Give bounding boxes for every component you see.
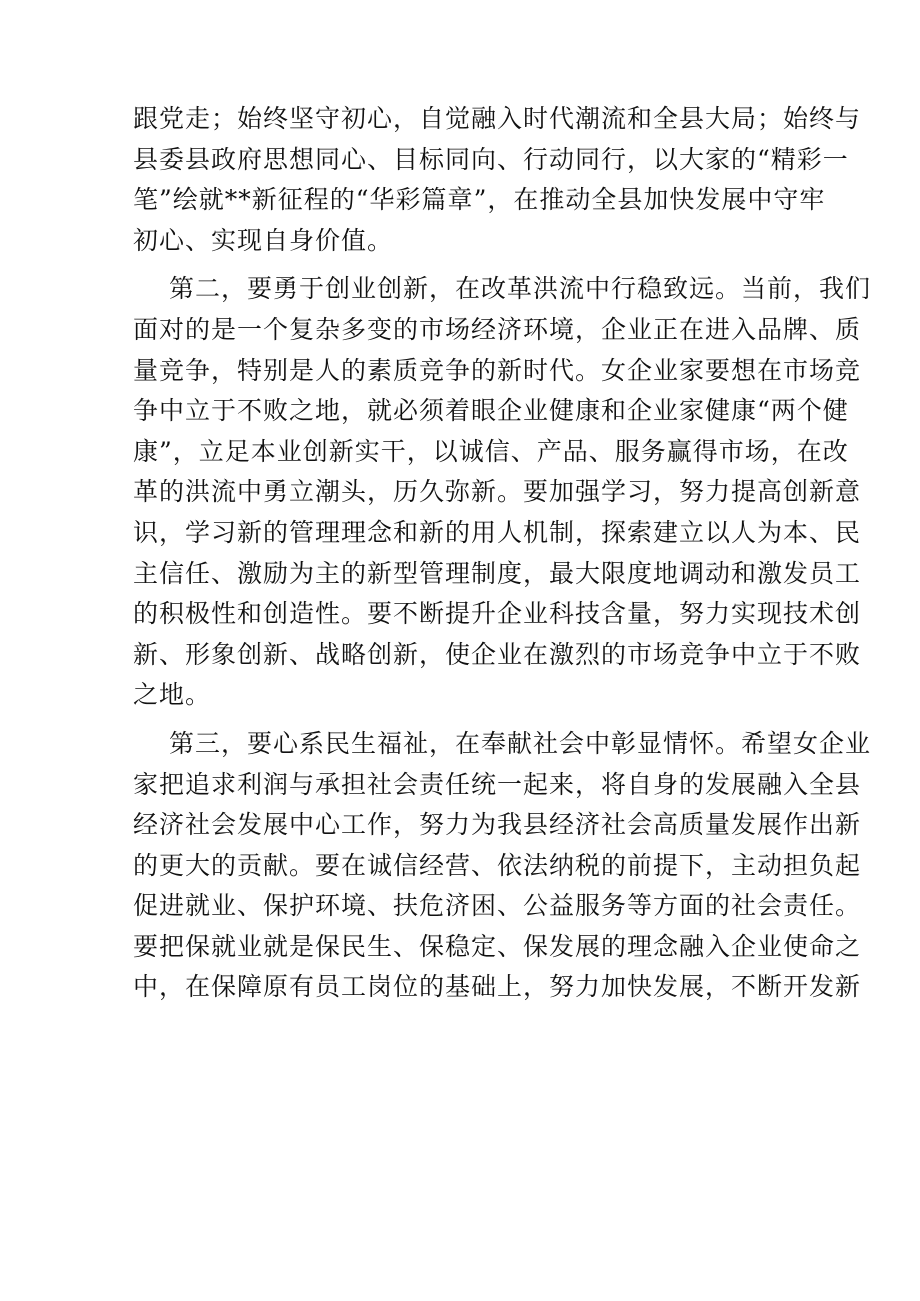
text-line: 主信任、激励为主的新型管理制度，最大限度地调动和激发员工 xyxy=(133,558,862,588)
text-line: 革的洪流中勇立潮头，历久弥新。要加强学习，努力提高创新意 xyxy=(133,477,862,507)
paragraph-second xyxy=(133,269,872,716)
text-line: 跟党走；始终坚守初心，自觉融入时代潮流和全县大局；始终与 xyxy=(133,104,862,133)
text-line: 面对的是一个复杂多变的市场经济环境，企业正在进入品牌、质 xyxy=(133,314,862,344)
text-line: 康”，立足本业创新实干，以诚信、产品、服务赢得市场，在改 xyxy=(133,436,849,466)
text-line: 要把保就业就是保民生、保稳定、保发展的理念融入企业使命之 xyxy=(133,931,862,961)
text-line: 的积极性和创造性。要不断提升企业科技含量，努力实现技术创 xyxy=(133,599,862,629)
text-line: 量竞争，特别是人的素质竞争的新时代。女企业家要想在市场竞 xyxy=(133,355,862,385)
paragraph-continuation xyxy=(133,99,862,261)
paragraph-third xyxy=(133,724,872,1008)
text-line: 初心、实现自身价值。 xyxy=(133,225,394,255)
text-line: 的更大的贡献。要在诚信经营、依法纳税的前提下，主动担负起 xyxy=(133,850,862,880)
text-line: 笔”绘就**新征程的“华彩篇章”，在推动全县加快发展中守牢 xyxy=(133,185,826,215)
text-line: 第二，要勇于创业创新，在改革洪流中行稳致远。当前，我们 xyxy=(169,274,872,304)
text-line: 家把追求利润与承担社会责任统一起来，将自身的发展融入全县 xyxy=(133,769,862,799)
text-line: 中，在保障原有员工岗位的基础上，努力加快发展，不断开发新 xyxy=(133,972,862,1002)
text-line: 第三，要心系民生福祉，在奉献社会中彰显情怀。希望女企业 xyxy=(169,728,872,758)
text-line: 争中立于不败之地，就必须着眼企业健康和企业家健康“两个健 xyxy=(133,396,849,426)
text-line: 之地。 xyxy=(133,680,212,710)
text-line: 促进就业、保护环境、扶危济困、公益服务等方面的社会责任。 xyxy=(133,891,862,921)
text-line: 新、形象创新、战略创新，使企业在激烈的市场竞争中立于不败 xyxy=(133,639,862,669)
text-line: 县委县政府思想同心、目标同向、行动同行，以大家的“精彩一 xyxy=(133,144,849,174)
text-line: 经济社会发展中心工作，努力为我县经济社会高质量发展作出新 xyxy=(133,810,862,840)
document-body xyxy=(133,99,872,1008)
text-line: 识，学习新的管理理念和新的用人机制，探索建立以人为本、民 xyxy=(133,517,862,547)
